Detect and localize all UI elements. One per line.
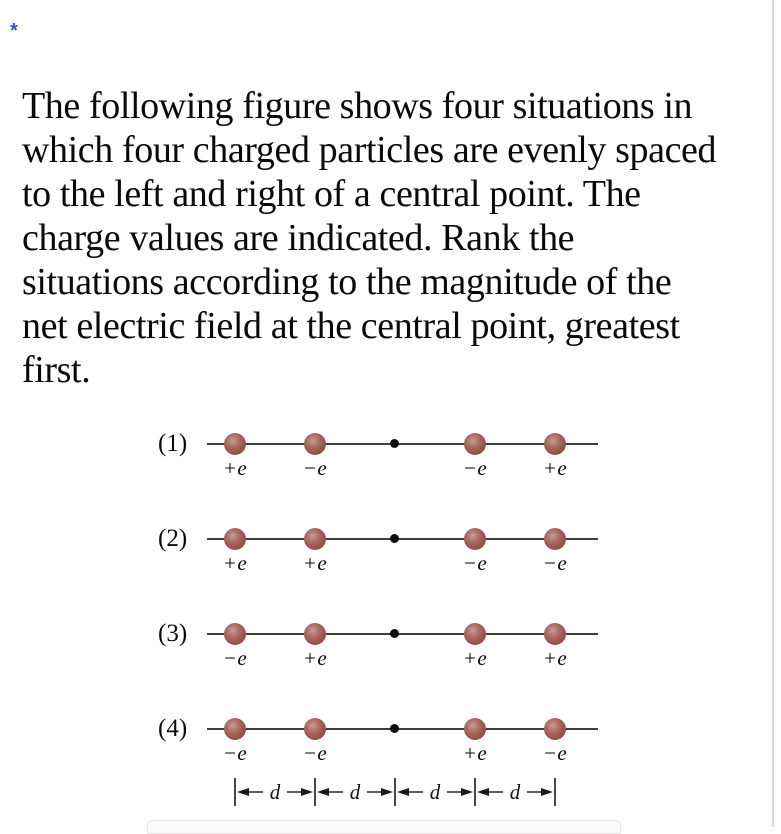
charge-label: −e [542,551,568,575]
charge-label: +e [222,456,248,480]
charge-label: −e [222,646,248,670]
question-line: situations according to the magnitude of the [22,261,672,303]
situation-2-label: (2) [158,525,188,552]
charge-label: +e [462,741,488,765]
charged-particle [304,718,326,740]
distance-label: d [509,780,521,804]
charge-label: +e [302,551,328,575]
charged-particle [544,433,566,455]
charged-particle [544,623,566,645]
question-line: net electric field at the central point, greatest [22,305,680,347]
charge-label: −e [462,551,488,575]
situation-row-2 [0,520,781,600]
central-point-dot [390,534,399,543]
charge-label: −e [542,741,568,765]
charged-particle [304,528,326,550]
distance-label: d [429,780,441,804]
required-asterisk: * [10,20,18,42]
charged-particle [464,528,486,550]
charge-label: +e [542,646,568,670]
charged-particle [224,528,246,550]
charged-particle [304,433,326,455]
distance-label: d [349,780,361,804]
situation-1-label: (1) [158,430,188,457]
charged-particle [224,623,246,645]
central-point-dot [390,724,399,733]
central-point-dot [390,439,399,448]
charged-particle [224,433,246,455]
particle-line [207,633,598,635]
charged-particle [304,623,326,645]
central-point-dot [390,629,399,638]
charge-label: +e [302,646,328,670]
distance-label: d [269,780,281,804]
charge-label: −e [302,456,328,480]
charge-label: −e [222,741,248,765]
charge-label: +e [222,551,248,575]
situation-3-label: (3) [158,620,188,647]
question-line: charge values are indicated. Rank the [22,217,575,259]
particle-line [207,443,598,445]
charged-particle [544,528,566,550]
question-line: to the left and right of a central point. The [22,173,641,215]
situation-4-label: (4) [158,715,188,742]
spacing-dimension [225,775,565,809]
charged-particle [464,433,486,455]
charged-particle [544,718,566,740]
charge-label: +e [542,456,568,480]
charge-label: +e [462,646,488,670]
charged-particle [464,623,486,645]
next-block-top-edge [147,820,621,834]
question-line: which four charged particles are evenly spaced [22,129,717,171]
situation-row-1 [0,425,781,505]
charge-label: −e [302,741,328,765]
situation-row-3 [0,615,781,695]
particle-line [207,538,598,540]
question-line: The following figure shows four situations in [22,85,693,127]
dimension-ticks [235,778,555,806]
charged-particle [464,718,486,740]
particle-line [207,728,598,730]
charge-label: −e [462,456,488,480]
charged-particle [224,718,246,740]
question-line: first. [22,349,91,391]
